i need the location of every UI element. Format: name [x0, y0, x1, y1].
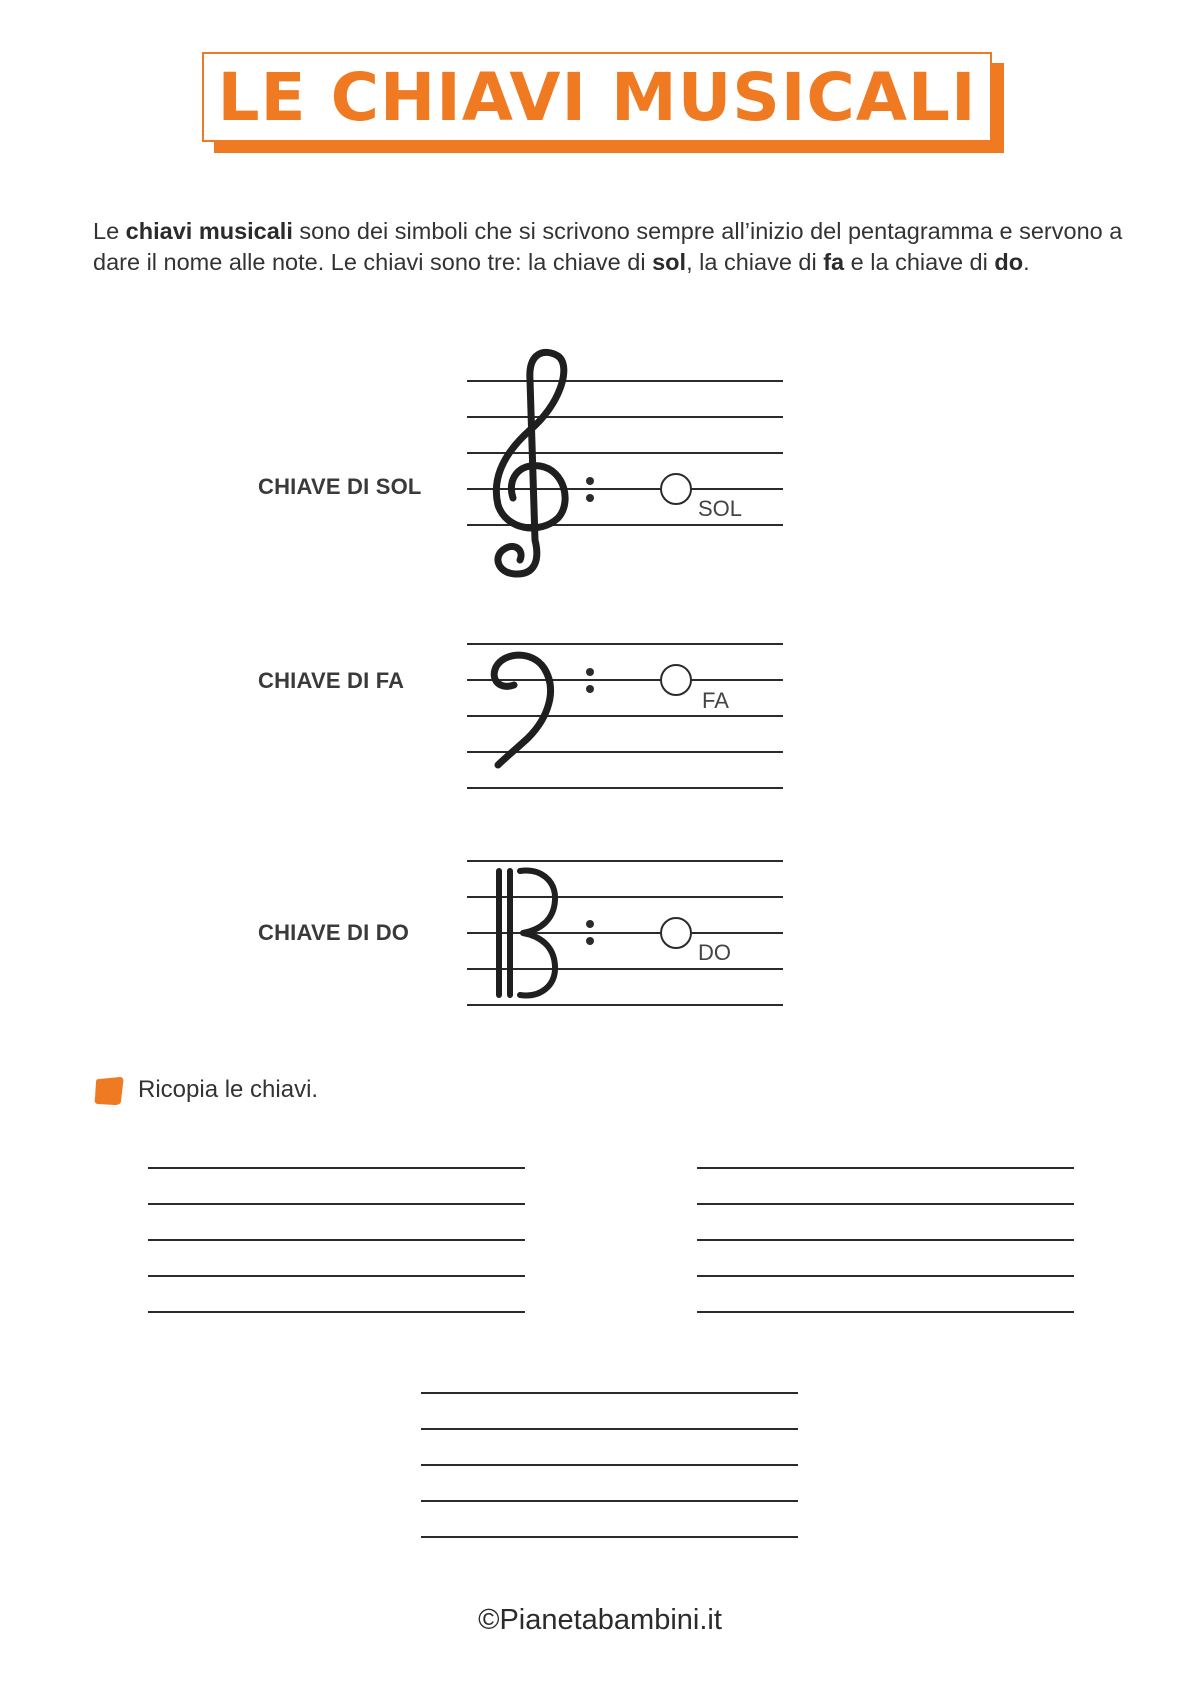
bass-clef-icon	[494, 655, 550, 765]
alto-dot-upper	[586, 920, 594, 928]
label-bass-clef: CHIAVE DI FA	[258, 668, 405, 693]
exercise-instruction: Ricopia le chiavi.	[138, 1076, 319, 1103]
note-sol	[661, 474, 691, 504]
treble-clef-icon	[496, 352, 565, 574]
footer-copyright: ©Pianetabambini.it	[478, 1604, 722, 1636]
note-label-fa: FA	[702, 688, 729, 713]
treble-dot-upper	[586, 477, 594, 485]
staff-treble	[467, 381, 783, 525]
staff-alto	[467, 861, 783, 1005]
bass-dot-lower	[586, 685, 594, 693]
practice-staff-bottom	[421, 1393, 798, 1537]
practice-staff-left	[148, 1168, 525, 1312]
intro-text-2: sono dei simboli che si scrivono sempre all’inizio del pentagramma e servono a dare il nome alle note. Le chiavi sono tre: la chiave di	[93, 218, 1123, 275]
intro-bold-1: chiavi musicali	[125, 218, 293, 244]
intro-bold-2: sol	[652, 249, 687, 275]
note-label-do: DO	[698, 940, 731, 965]
intro-text-3: , la chiave di	[686, 249, 824, 275]
treble-dot-lower	[586, 494, 594, 502]
note-label-sol: SOL	[698, 496, 743, 521]
intro-text-5: .	[1023, 249, 1030, 275]
practice-staff-right	[697, 1168, 1074, 1312]
note-fa	[661, 665, 691, 695]
label-treble-clef: CHIAVE DI SOL	[258, 474, 422, 499]
label-alto-clef: CHIAVE DI DO	[258, 920, 410, 945]
alto-dot-lower	[586, 937, 594, 945]
intro-text-4: e la chiave di	[844, 249, 995, 275]
staff-bass	[467, 644, 783, 788]
note-do	[661, 918, 691, 948]
orange-square-bullet-icon	[94, 1076, 124, 1106]
bass-dot-upper	[586, 668, 594, 676]
intro-bold-4: do	[994, 249, 1024, 275]
intro-bold-3: fa	[823, 249, 845, 275]
page-title: LE CHIAVI MUSICALI	[217, 58, 977, 136]
intro-text-1: Le	[93, 218, 126, 244]
